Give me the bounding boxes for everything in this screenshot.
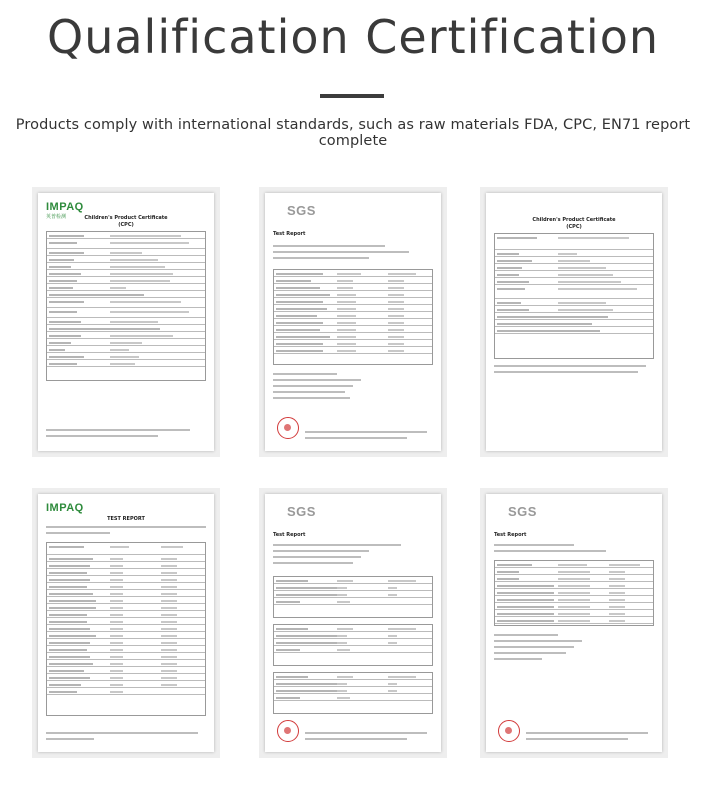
results-table-3 (273, 672, 433, 714)
impaq-logo-subtext: 英普检测 (46, 214, 67, 220)
report-meta (46, 526, 206, 538)
document-footer (46, 732, 206, 744)
report-notes (494, 634, 654, 664)
sgs-test-report-document (265, 193, 441, 451)
results-table (46, 542, 206, 716)
certificate-card-3[interactable] (480, 187, 668, 457)
document-heading: Test Report (273, 231, 306, 237)
document-heading: Test Report (494, 532, 527, 538)
results-table (273, 269, 433, 365)
document-heading: TEST REPORT (107, 516, 145, 522)
seal-stamp (498, 720, 520, 742)
sgs-logo: SGS (508, 504, 537, 519)
report-body-text (273, 245, 433, 263)
impaq-logo: IMPAQ (46, 502, 84, 514)
document-footer (526, 732, 654, 744)
cpc-certificate-document (38, 193, 214, 451)
certificate-card-4[interactable] (32, 488, 220, 758)
cpc-certificate-document (486, 193, 662, 451)
certificate-card-6[interactable] (480, 488, 668, 758)
certificate-table (46, 231, 206, 381)
certificate-card-1[interactable] (32, 187, 220, 457)
document-heading: Children's Product Certificate (532, 217, 616, 223)
certificate-card-5[interactable] (259, 488, 447, 758)
document-footer (305, 732, 433, 744)
certificate-card-2[interactable] (259, 187, 447, 457)
report-body-text (494, 544, 654, 556)
sgs-logo: SGS (287, 203, 316, 218)
impaq-test-report-document (38, 494, 214, 752)
document-heading: Children's Product Certificate (84, 215, 168, 221)
seal-stamp (277, 417, 299, 439)
report-body-text (273, 544, 433, 568)
document-footer (305, 431, 433, 443)
certificate-table (494, 233, 654, 359)
document-subheading: (CPC) (118, 222, 134, 228)
page-title: Qualification Certification (46, 10, 660, 64)
results-table-2 (273, 624, 433, 666)
document-footer (46, 429, 206, 443)
document-subheading: (CPC) (566, 224, 582, 230)
seal-stamp (277, 720, 299, 742)
document-heading: Test Report (273, 532, 306, 538)
results-table (494, 560, 654, 626)
impaq-logo: IMPAQ (46, 201, 84, 213)
sgs-test-report-document (265, 494, 441, 752)
results-table-1 (273, 576, 433, 618)
report-notes (273, 373, 433, 403)
sgs-logo: SGS (287, 504, 316, 519)
title-divider (320, 94, 384, 98)
certificate-note (494, 365, 654, 377)
sgs-test-report-document (486, 494, 662, 752)
page-subtitle: Products comply with international standards, such as raw materials FDA, CPC, EN71 report complete (15, 117, 691, 149)
